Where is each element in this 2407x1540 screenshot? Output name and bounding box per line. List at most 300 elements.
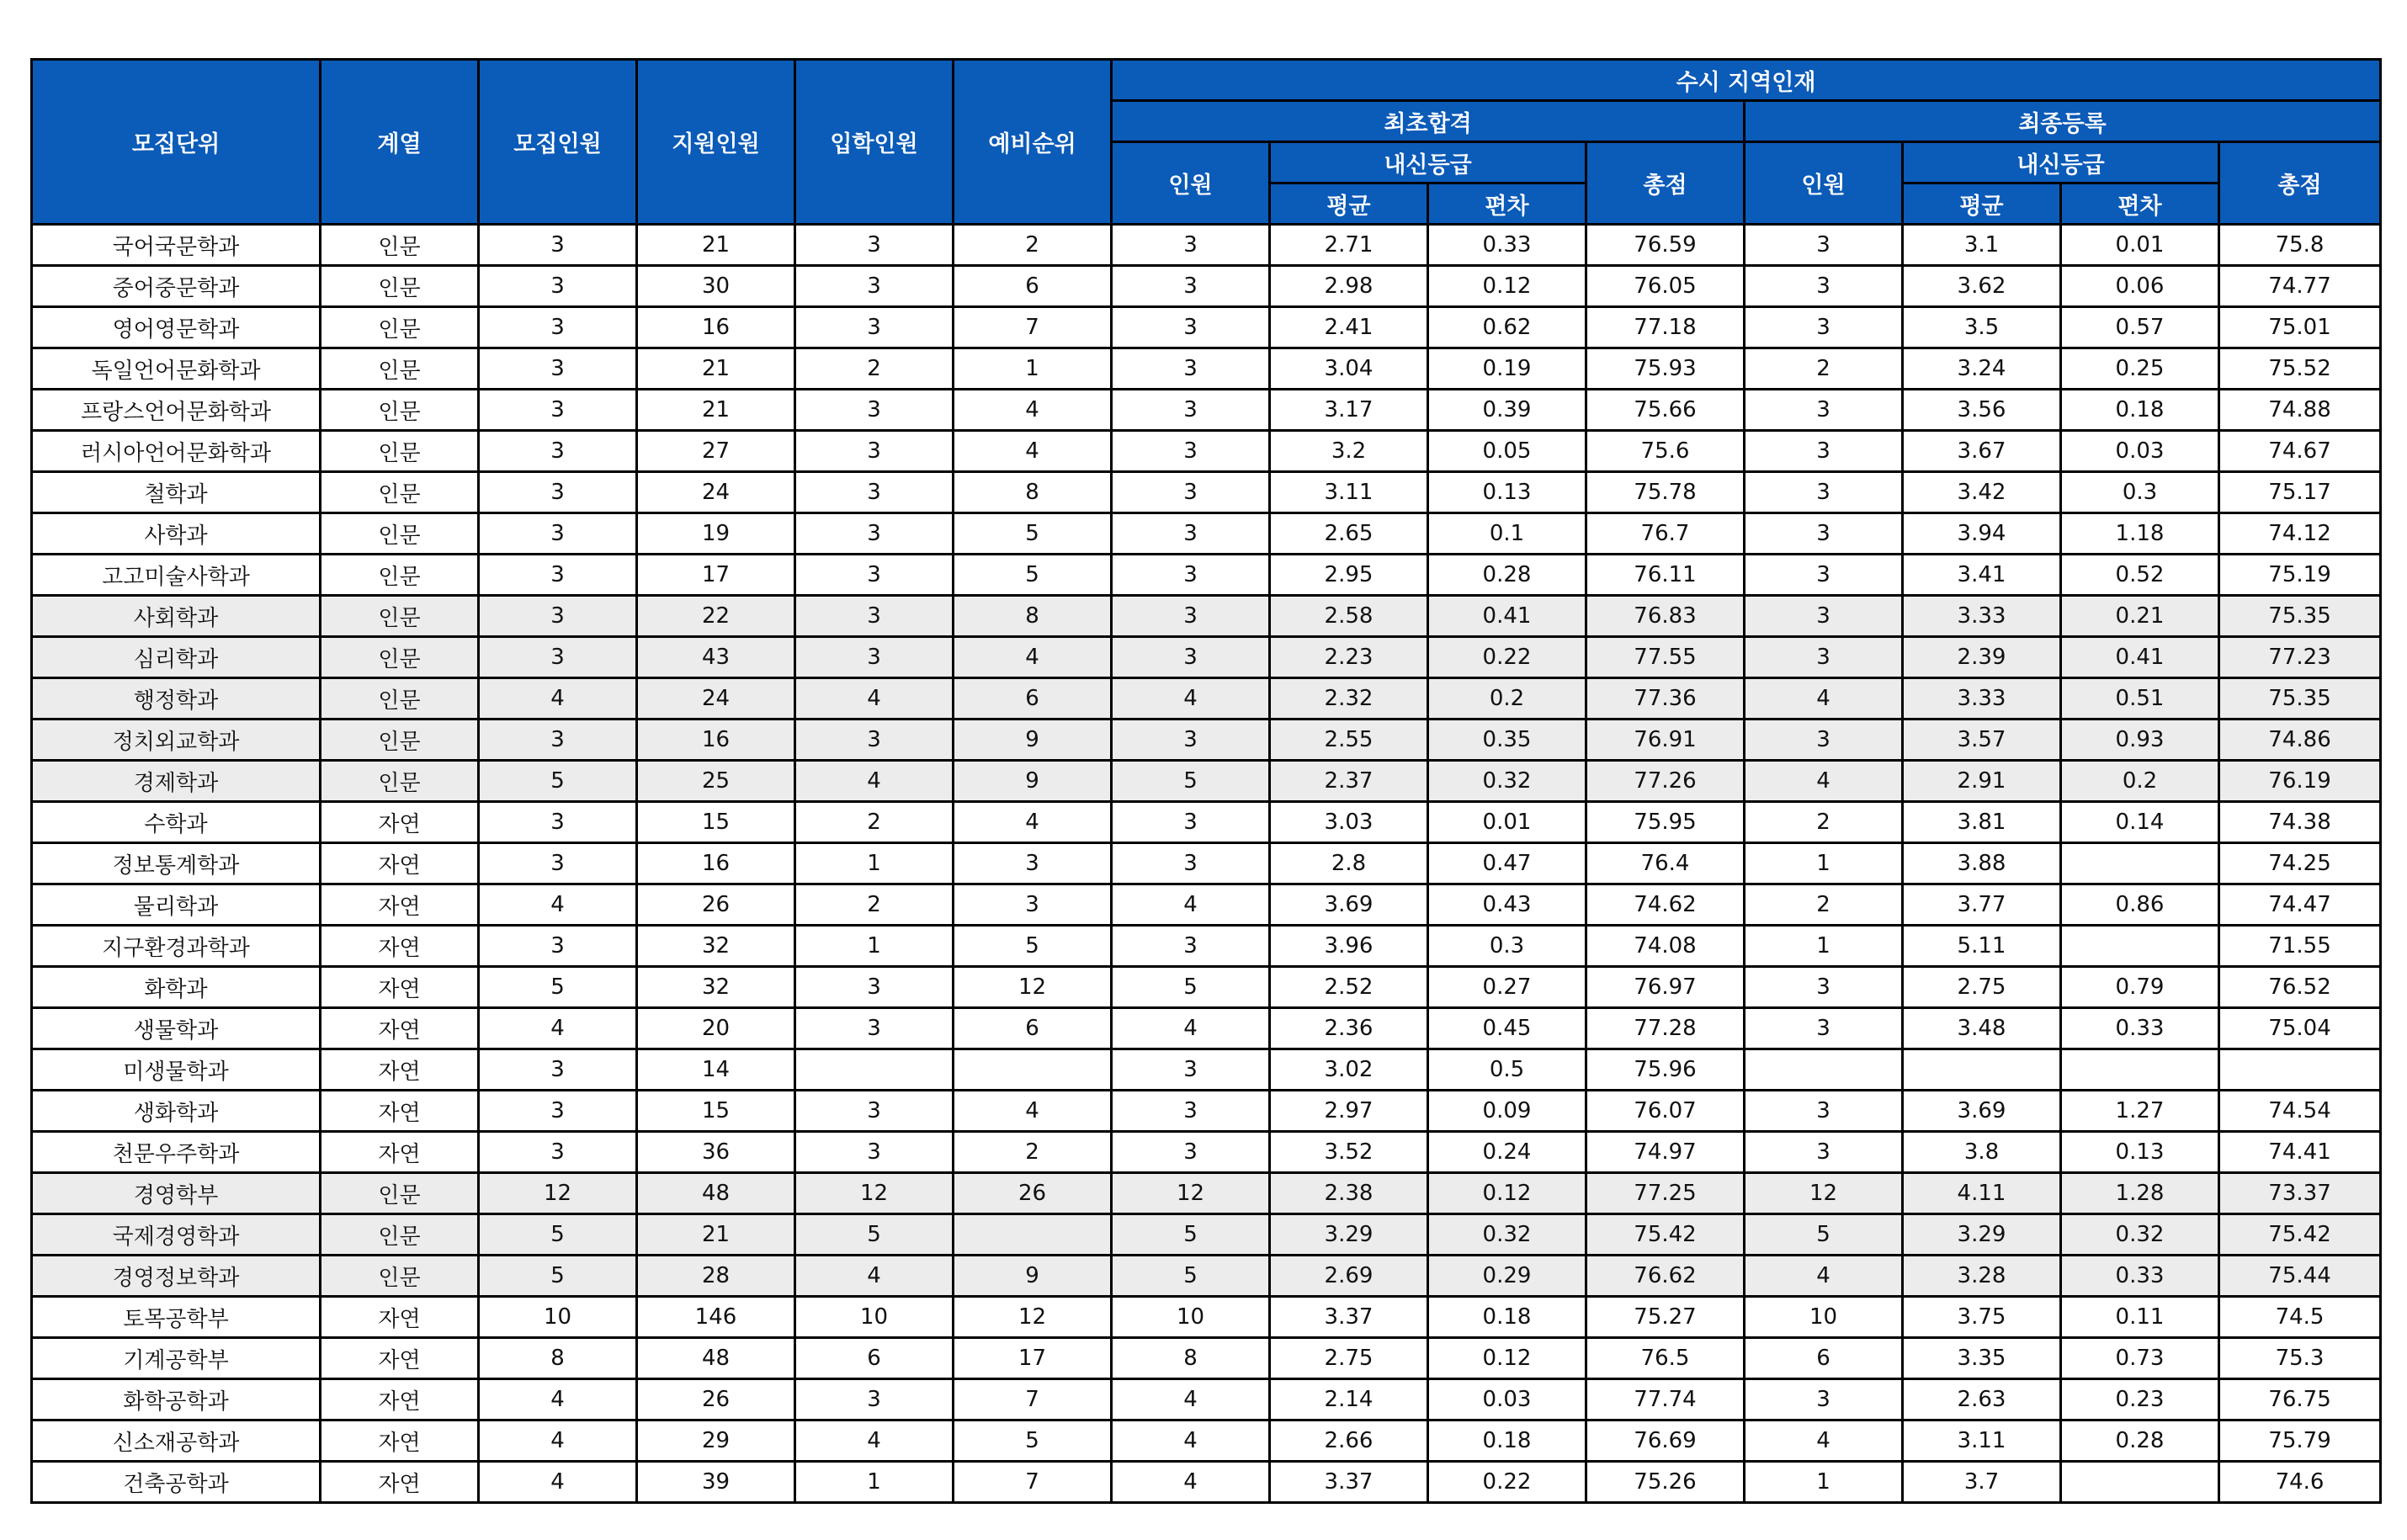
cell-initial-total: 75.95 [1586, 802, 1745, 843]
cell-track: 인문 [321, 1214, 479, 1256]
cell-enrolled: 4 [795, 1256, 954, 1297]
cell-final-count: 1 [1745, 1462, 1903, 1503]
cell-applicants: 21 [637, 225, 795, 266]
cell-initial-count: 5 [1112, 761, 1270, 802]
cell-initial-total: 76.11 [1586, 555, 1745, 596]
cell-final-avg: 3.62 [1903, 266, 2061, 307]
cell-final-avg: 3.42 [1903, 472, 2061, 513]
cell-final-count: 3 [1745, 1091, 1903, 1132]
cell-enrolled: 4 [795, 678, 954, 720]
cell-final-total: 74.38 [2219, 802, 2381, 843]
cell-track: 인문 [321, 555, 479, 596]
cell-initial-total: 75.78 [1586, 472, 1745, 513]
header-waitlist: 예비순위 [954, 60, 1112, 225]
cell-quota: 5 [479, 1256, 637, 1297]
cell-track: 인문 [321, 472, 479, 513]
cell-final-count [1745, 1049, 1903, 1091]
header-applicants: 지원인원 [637, 60, 795, 225]
cell-quota: 5 [479, 761, 637, 802]
cell-initial-avg: 3.37 [1270, 1297, 1428, 1338]
cell-initial-avg: 3.52 [1270, 1132, 1428, 1173]
cell-initial-dev: 0.18 [1428, 1297, 1586, 1338]
cell-waitlist: 5 [954, 1421, 1112, 1462]
cell-dept: 러시아언어문화학과 [32, 431, 321, 472]
cell-final-count: 3 [1745, 431, 1903, 472]
cell-final-total: 75.79 [2219, 1421, 2381, 1462]
cell-initial-total: 74.62 [1586, 884, 1745, 926]
cell-final-dev: 0.18 [2061, 390, 2219, 431]
cell-waitlist [954, 1049, 1112, 1091]
cell-dept: 미생물학과 [32, 1049, 321, 1091]
cell-waitlist: 1 [954, 348, 1112, 390]
cell-final-avg: 3.75 [1903, 1297, 2061, 1338]
table-row [32, 348, 2381, 390]
cell-initial-avg: 2.69 [1270, 1256, 1428, 1297]
table-row [32, 1173, 2381, 1214]
cell-final-total: 76.52 [2219, 967, 2381, 1008]
cell-final-count: 4 [1745, 678, 1903, 720]
cell-final-dev: 1.28 [2061, 1173, 2219, 1214]
cell-final-dev: 0.51 [2061, 678, 2219, 720]
cell-final-dev [2061, 1049, 2219, 1091]
cell-applicants: 48 [637, 1338, 795, 1379]
cell-initial-dev: 0.2 [1428, 678, 1586, 720]
cell-enrolled: 1 [795, 1462, 954, 1503]
cell-final-count: 3 [1745, 596, 1903, 637]
cell-initial-avg: 3.37 [1270, 1462, 1428, 1503]
cell-final-dev: 0.33 [2061, 1008, 2219, 1049]
cell-track: 인문 [321, 266, 479, 307]
cell-quota: 3 [479, 555, 637, 596]
cell-initial-count: 3 [1112, 802, 1270, 843]
cell-initial-avg: 3.04 [1270, 348, 1428, 390]
cell-initial-count: 5 [1112, 967, 1270, 1008]
cell-applicants: 43 [637, 637, 795, 678]
cell-final-dev: 0.21 [2061, 596, 2219, 637]
cell-dept: 정치외교학과 [32, 720, 321, 761]
table-row [32, 678, 2381, 720]
cell-final-count: 4 [1745, 1421, 1903, 1462]
cell-final-avg: 3.67 [1903, 431, 2061, 472]
cell-final-dev: 0.14 [2061, 802, 2219, 843]
cell-dept: 고고미술사학과 [32, 555, 321, 596]
cell-initial-avg: 2.65 [1270, 513, 1428, 555]
cell-quota: 3 [479, 225, 637, 266]
cell-applicants: 15 [637, 802, 795, 843]
cell-final-total: 77.23 [2219, 637, 2381, 678]
cell-applicants: 16 [637, 843, 795, 884]
cell-track: 인문 [321, 513, 479, 555]
cell-dept: 철학과 [32, 472, 321, 513]
cell-initial-total: 75.96 [1586, 1049, 1745, 1091]
cell-enrolled: 1 [795, 926, 954, 967]
cell-final-avg: 3.33 [1903, 678, 2061, 720]
cell-dept: 정보통계학과 [32, 843, 321, 884]
cell-initial-total: 75.26 [1586, 1462, 1745, 1503]
cell-track: 인문 [321, 390, 479, 431]
cell-applicants: 14 [637, 1049, 795, 1091]
cell-final-total: 74.12 [2219, 513, 2381, 555]
cell-waitlist: 5 [954, 926, 1112, 967]
cell-final-total: 74.5 [2219, 1297, 2381, 1338]
cell-waitlist: 4 [954, 431, 1112, 472]
cell-track: 자연 [321, 1462, 479, 1503]
cell-final-total: 74.77 [2219, 266, 2381, 307]
cell-initial-dev: 0.29 [1428, 1256, 1586, 1297]
cell-final-avg: 3.1 [1903, 225, 2061, 266]
cell-initial-count: 4 [1112, 1462, 1270, 1503]
cell-initial-avg: 2.8 [1270, 843, 1428, 884]
cell-applicants: 32 [637, 926, 795, 967]
cell-track: 자연 [321, 1338, 479, 1379]
cell-final-dev: 0.25 [2061, 348, 2219, 390]
cell-initial-dev: 0.19 [1428, 348, 1586, 390]
cell-track: 인문 [321, 307, 479, 348]
table-row [32, 761, 2381, 802]
cell-initial-avg: 2.55 [1270, 720, 1428, 761]
cell-initial-dev: 0.35 [1428, 720, 1586, 761]
cell-applicants: 19 [637, 513, 795, 555]
cell-initial-dev: 0.45 [1428, 1008, 1586, 1049]
header-initial: 최초합격 [1112, 101, 1745, 142]
cell-quota: 4 [479, 1008, 637, 1049]
cell-waitlist: 9 [954, 720, 1112, 761]
cell-applicants: 16 [637, 307, 795, 348]
cell-waitlist: 4 [954, 637, 1112, 678]
table-row [32, 1049, 2381, 1091]
cell-final-count: 4 [1745, 761, 1903, 802]
table-row [32, 802, 2381, 843]
header-final-count: 인원 [1745, 142, 1903, 225]
cell-final-count: 5 [1745, 1214, 1903, 1256]
admissions-table-container [30, 58, 2379, 1504]
cell-final-count: 3 [1745, 637, 1903, 678]
table-row [32, 884, 2381, 926]
cell-quota: 3 [479, 1132, 637, 1173]
cell-initial-total: 76.97 [1586, 967, 1745, 1008]
cell-final-dev: 1.18 [2061, 513, 2219, 555]
cell-waitlist: 7 [954, 1462, 1112, 1503]
cell-initial-count: 3 [1112, 431, 1270, 472]
cell-dept: 국제경영학과 [32, 1214, 321, 1256]
cell-final-total: 75.52 [2219, 348, 2381, 390]
cell-enrolled: 6 [795, 1338, 954, 1379]
cell-final-total: 75.17 [2219, 472, 2381, 513]
cell-track: 인문 [321, 761, 479, 802]
cell-track: 자연 [321, 967, 479, 1008]
cell-enrolled: 5 [795, 1214, 954, 1256]
header-dept: 모집단위 [32, 60, 321, 225]
cell-quota: 4 [479, 884, 637, 926]
cell-initial-dev: 0.22 [1428, 637, 1586, 678]
table-row [32, 1379, 2381, 1421]
cell-quota: 3 [479, 472, 637, 513]
cell-quota: 3 [479, 348, 637, 390]
cell-initial-dev: 0.3 [1428, 926, 1586, 967]
header-final-dev: 편차 [2061, 183, 2219, 225]
cell-dept: 생물학과 [32, 1008, 321, 1049]
cell-final-total: 75.8 [2219, 225, 2381, 266]
header-final-grade: 내신등급 [1903, 142, 2219, 183]
cell-dept: 중어중문학과 [32, 266, 321, 307]
cell-final-count: 3 [1745, 307, 1903, 348]
cell-enrolled: 2 [795, 802, 954, 843]
table-row [32, 1008, 2381, 1049]
cell-quota: 4 [479, 678, 637, 720]
cell-final-count: 3 [1745, 390, 1903, 431]
cell-enrolled: 2 [795, 884, 954, 926]
cell-initial-count: 3 [1112, 1049, 1270, 1091]
cell-enrolled: 1 [795, 843, 954, 884]
cell-initial-count: 4 [1112, 678, 1270, 720]
cell-initial-avg: 2.71 [1270, 225, 1428, 266]
cell-quota: 12 [479, 1173, 637, 1214]
cell-dept: 심리학과 [32, 637, 321, 678]
cell-initial-dev: 0.03 [1428, 1379, 1586, 1421]
cell-enrolled: 2 [795, 348, 954, 390]
cell-initial-count: 3 [1112, 843, 1270, 884]
cell-waitlist: 6 [954, 266, 1112, 307]
cell-initial-avg: 2.14 [1270, 1379, 1428, 1421]
cell-final-total: 75.42 [2219, 1214, 2381, 1256]
cell-final-total: 76.19 [2219, 761, 2381, 802]
cell-final-avg: 3.41 [1903, 555, 2061, 596]
cell-initial-total: 76.91 [1586, 720, 1745, 761]
cell-initial-count: 4 [1112, 1421, 1270, 1462]
cell-initial-count: 3 [1112, 513, 1270, 555]
cell-initial-dev: 0.5 [1428, 1049, 1586, 1091]
cell-initial-total: 74.97 [1586, 1132, 1745, 1173]
header-enrolled: 입학인원 [795, 60, 954, 225]
cell-initial-count: 3 [1112, 266, 1270, 307]
cell-applicants: 17 [637, 555, 795, 596]
cell-dept: 독일언어문화학과 [32, 348, 321, 390]
cell-final-count: 3 [1745, 266, 1903, 307]
cell-enrolled [795, 1049, 954, 1091]
cell-enrolled: 4 [795, 1421, 954, 1462]
cell-enrolled: 3 [795, 555, 954, 596]
cell-initial-dev: 0.39 [1428, 390, 1586, 431]
cell-initial-count: 3 [1112, 348, 1270, 390]
cell-initial-dev: 0.09 [1428, 1091, 1586, 1132]
cell-final-dev: 0.01 [2061, 225, 2219, 266]
cell-final-total: 75.35 [2219, 596, 2381, 637]
cell-waitlist [954, 1214, 1112, 1256]
cell-final-avg: 3.94 [1903, 513, 2061, 555]
cell-dept: 화학공학과 [32, 1379, 321, 1421]
cell-final-dev [2061, 926, 2219, 967]
cell-quota: 5 [479, 1214, 637, 1256]
cell-initial-dev: 0.22 [1428, 1462, 1586, 1503]
cell-initial-total: 75.6 [1586, 431, 1745, 472]
cell-final-count: 2 [1745, 348, 1903, 390]
cell-initial-avg: 2.23 [1270, 637, 1428, 678]
cell-initial-avg: 2.98 [1270, 266, 1428, 307]
table-row [32, 1256, 2381, 1297]
cell-track: 자연 [321, 1297, 479, 1338]
cell-final-avg: 5.11 [1903, 926, 2061, 967]
cell-final-total: 75.19 [2219, 555, 2381, 596]
cell-dept: 경제학과 [32, 761, 321, 802]
cell-dept: 국어국문학과 [32, 225, 321, 266]
cell-enrolled: 3 [795, 596, 954, 637]
cell-final-dev: 0.23 [2061, 1379, 2219, 1421]
cell-quota: 3 [479, 843, 637, 884]
cell-final-count: 3 [1745, 555, 1903, 596]
cell-final-avg: 2.39 [1903, 637, 2061, 678]
cell-initial-count: 3 [1112, 555, 1270, 596]
cell-initial-dev: 0.12 [1428, 1173, 1586, 1214]
table-row [32, 390, 2381, 431]
cell-final-avg: 2.75 [1903, 967, 2061, 1008]
cell-initial-total: 76.4 [1586, 843, 1745, 884]
cell-track: 자연 [321, 926, 479, 967]
cell-initial-total: 77.55 [1586, 637, 1745, 678]
cell-waitlist: 8 [954, 472, 1112, 513]
cell-initial-count: 4 [1112, 884, 1270, 926]
cell-final-count: 6 [1745, 1338, 1903, 1379]
cell-final-dev: 0.41 [2061, 637, 2219, 678]
cell-final-count: 3 [1745, 1008, 1903, 1049]
cell-enrolled: 3 [795, 472, 954, 513]
cell-enrolled: 3 [795, 390, 954, 431]
cell-initial-total: 76.62 [1586, 1256, 1745, 1297]
cell-final-avg: 3.35 [1903, 1338, 2061, 1379]
cell-final-dev: 0.79 [2061, 967, 2219, 1008]
cell-initial-count: 3 [1112, 926, 1270, 967]
cell-initial-total: 76.07 [1586, 1091, 1745, 1132]
table-row [32, 720, 2381, 761]
cell-quota: 5 [479, 967, 637, 1008]
cell-initial-avg: 2.58 [1270, 596, 1428, 637]
cell-final-dev: 0.28 [2061, 1421, 2219, 1462]
cell-enrolled: 3 [795, 266, 954, 307]
cell-dept: 천문우주학과 [32, 1132, 321, 1173]
cell-initial-total: 75.42 [1586, 1214, 1745, 1256]
table-row [32, 596, 2381, 637]
cell-initial-total: 75.66 [1586, 390, 1745, 431]
header-initial-dev: 편차 [1428, 183, 1586, 225]
cell-final-total: 74.6 [2219, 1462, 2381, 1503]
table-row [32, 555, 2381, 596]
cell-track: 자연 [321, 1379, 479, 1421]
cell-dept: 행정학과 [32, 678, 321, 720]
cell-track: 인문 [321, 678, 479, 720]
cell-initial-avg: 3.03 [1270, 802, 1428, 843]
cell-enrolled: 3 [795, 1008, 954, 1049]
cell-dept: 지구환경과학과 [32, 926, 321, 967]
table-row [32, 431, 2381, 472]
header-initial-total: 총점 [1586, 142, 1745, 225]
cell-quota: 3 [479, 926, 637, 967]
cell-initial-avg: 3.17 [1270, 390, 1428, 431]
cell-track: 인문 [321, 596, 479, 637]
cell-final-dev: 0.2 [2061, 761, 2219, 802]
cell-final-dev: 0.33 [2061, 1256, 2219, 1297]
cell-dept: 생화학과 [32, 1091, 321, 1132]
cell-initial-total: 77.26 [1586, 761, 1745, 802]
cell-initial-total: 76.69 [1586, 1421, 1745, 1462]
cell-final-avg: 3.29 [1903, 1214, 2061, 1256]
cell-initial-count: 5 [1112, 1256, 1270, 1297]
cell-enrolled: 3 [795, 1091, 954, 1132]
cell-dept: 신소재공학과 [32, 1421, 321, 1462]
cell-waitlist: 6 [954, 1008, 1112, 1049]
cell-final-avg: 3.81 [1903, 802, 2061, 843]
cell-applicants: 21 [637, 390, 795, 431]
cell-final-avg: 3.88 [1903, 843, 2061, 884]
cell-final-count: 4 [1745, 1256, 1903, 1297]
cell-enrolled: 3 [795, 720, 954, 761]
cell-waitlist: 5 [954, 513, 1112, 555]
cell-initial-avg: 3.29 [1270, 1214, 1428, 1256]
cell-dept: 수학과 [32, 802, 321, 843]
table-row [32, 637, 2381, 678]
cell-applicants: 36 [637, 1132, 795, 1173]
cell-quota: 4 [479, 1379, 637, 1421]
cell-quota: 3 [479, 266, 637, 307]
cell-initial-dev: 0.62 [1428, 307, 1586, 348]
cell-track: 인문 [321, 225, 479, 266]
cell-final-dev: 0.52 [2061, 555, 2219, 596]
cell-initial-count: 3 [1112, 225, 1270, 266]
cell-track: 자연 [321, 1421, 479, 1462]
cell-track: 인문 [321, 1173, 479, 1214]
cell-initial-total: 76.7 [1586, 513, 1745, 555]
cell-waitlist: 4 [954, 802, 1112, 843]
cell-applicants: 28 [637, 1256, 795, 1297]
header-initial-grade: 내신등급 [1270, 142, 1586, 183]
cell-waitlist: 9 [954, 1256, 1112, 1297]
cell-quota: 3 [479, 390, 637, 431]
cell-final-count: 2 [1745, 884, 1903, 926]
cell-final-total: 74.88 [2219, 390, 2381, 431]
table-row [32, 307, 2381, 348]
cell-final-count: 3 [1745, 967, 1903, 1008]
cell-final-total: 74.86 [2219, 720, 2381, 761]
cell-dept: 사회학과 [32, 596, 321, 637]
cell-initial-avg: 2.41 [1270, 307, 1428, 348]
cell-waitlist: 9 [954, 761, 1112, 802]
cell-initial-dev: 0.18 [1428, 1421, 1586, 1462]
cell-waitlist: 17 [954, 1338, 1112, 1379]
cell-quota: 8 [479, 1338, 637, 1379]
cell-enrolled: 12 [795, 1173, 954, 1214]
cell-final-total [2219, 1049, 2381, 1091]
table-header [32, 60, 2381, 225]
cell-initial-dev: 0.1 [1428, 513, 1586, 555]
cell-waitlist: 3 [954, 843, 1112, 884]
cell-initial-dev: 0.43 [1428, 884, 1586, 926]
cell-initial-dev: 0.47 [1428, 843, 1586, 884]
cell-quota: 3 [479, 431, 637, 472]
cell-final-dev: 0.86 [2061, 884, 2219, 926]
cell-quota: 3 [479, 307, 637, 348]
table-row [32, 1297, 2381, 1338]
cell-applicants: 32 [637, 967, 795, 1008]
cell-final-dev: 0.93 [2061, 720, 2219, 761]
cell-track: 자연 [321, 1091, 479, 1132]
cell-applicants: 146 [637, 1297, 795, 1338]
cell-track: 자연 [321, 802, 479, 843]
cell-initial-total: 75.93 [1586, 348, 1745, 390]
cell-initial-total: 76.5 [1586, 1338, 1745, 1379]
cell-initial-total: 77.36 [1586, 678, 1745, 720]
cell-initial-count: 5 [1112, 1214, 1270, 1256]
table-row [32, 1338, 2381, 1379]
table-row [32, 1132, 2381, 1173]
cell-applicants: 16 [637, 720, 795, 761]
